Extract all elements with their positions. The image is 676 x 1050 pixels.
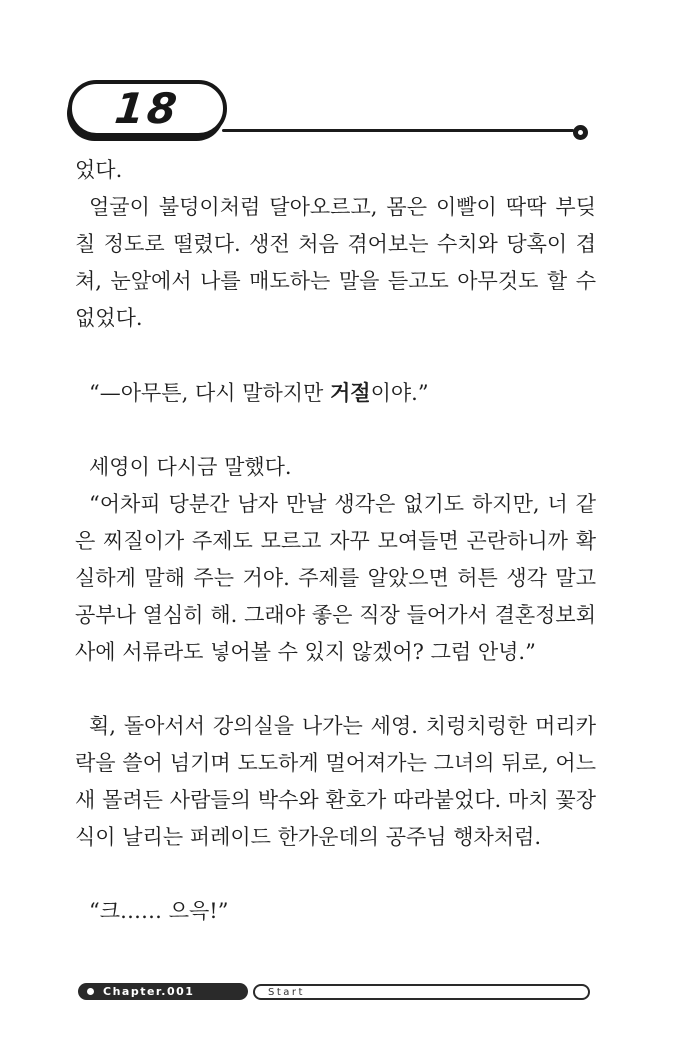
chapter-label: Chapter.001 (103, 985, 195, 998)
paragraph: 얼굴이 불덩이처럼 달아오르고, 몸은 이빨이 딱딱 부딪칠 정도로 떨렸다. 생전 처음 겪어보는 수치와 당혹이 겹쳐, 눈앞에서 나를 매도하는 말을 듣고도 아무것도 할 수 없었다. (75, 195, 596, 330)
page-number: 18 (112, 83, 183, 133)
dialogue-text: “—아무튼, 다시 말하지만 (89, 381, 331, 405)
body-text (75, 152, 596, 930)
header-rule (222, 129, 574, 132)
start-badge (253, 984, 590, 1000)
paragraph: 획, 돌아서서 강의실을 나가는 세영. 치렁치렁한 머리카락을 쓸어 넘기며 도도하게 멀어져가는 그녀의 뒤로, 어느새 몰려든 사람들의 박수와 환호가 따라붙었다. 마치 꽃장식이 날리는 퍼레이드 한가운데의 공주님 행차처럼. (75, 714, 596, 849)
chapter-badge (78, 983, 248, 1000)
dialogue-line (75, 374, 596, 412)
bullet-dot-icon (87, 988, 94, 995)
paragraph: 세영이 다시금 말했다. (89, 455, 292, 479)
paragraph-continuation: 었다. (75, 158, 123, 182)
dialogue-paragraph: “어차피 당분간 남자 만날 생각은 없기도 하지만, 너 같은 찌질이가 주제도 모르고 자꾸 모여들면 곤란하니까 확실하게 말해 주는 거야. 주제를 알았으면 허튼 생각 말고 공부나 열심히 해. 그래야 좋은 직장 들어가서 결혼정보회사에 서류라도 넣어볼 수 있지 않겠어? 그럼 안녕.” (75, 492, 596, 664)
dialogue-emphasis: 거절 (330, 380, 371, 405)
dialogue-line: “크…… 으윽!” (89, 899, 229, 923)
dialogue-text: 이야.” (370, 381, 429, 405)
header-line-end-ring-icon (573, 125, 588, 140)
start-label: Start (268, 986, 305, 998)
page-number-badge (68, 80, 227, 137)
